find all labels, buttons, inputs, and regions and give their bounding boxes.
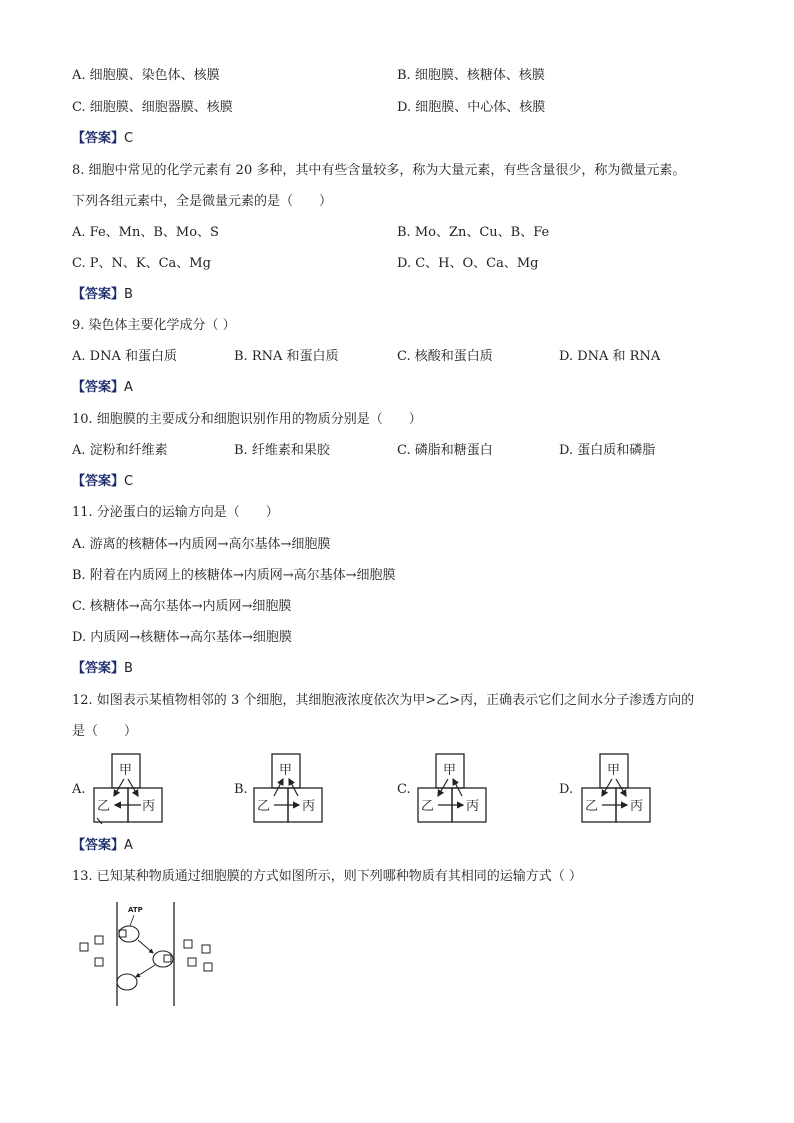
atp-label: ATP (128, 906, 143, 914)
answer-value: B (124, 661, 133, 676)
molecule (188, 958, 196, 966)
cell-left-label: 乙 (257, 799, 271, 814)
arrow-carrier-forward (138, 940, 153, 953)
q7-option-c: C. 细胞膜、细胞器膜、核膜 (72, 100, 233, 115)
cell-top-label: 甲 (279, 763, 293, 778)
molecule (204, 963, 212, 971)
cell-top-label: 甲 (607, 763, 621, 778)
carrier-middle (153, 951, 173, 967)
carrier-bottom (117, 974, 137, 990)
q10-answer (72, 474, 133, 490)
q11-answer (72, 661, 133, 677)
q12-option-label-c: C. (397, 782, 411, 797)
cell-top-label: 甲 (119, 763, 133, 778)
q12-option-label-a: A. (72, 782, 86, 797)
cell-left-label: 乙 (585, 799, 599, 814)
q7-option-d: D. 细胞膜、中心体、核膜 (397, 100, 546, 115)
cell-right-label: 丙 (630, 799, 644, 814)
carrier-top (119, 926, 139, 942)
molecule (95, 936, 103, 944)
q12-diagram-c (416, 752, 496, 826)
q9-option-b: B. RNA 和蛋白质 (234, 349, 339, 364)
q13-membrane-figure (76, 898, 216, 1008)
q12-option-label-d: D. (559, 782, 574, 797)
q11-option-c: C. 核糖体→高尔基体→内质网→细胞膜 (72, 599, 292, 614)
q10-option-a: A. 淀粉和纤维素 (72, 443, 168, 458)
answer-value: C (124, 474, 134, 489)
q9-stem: 9. 染色体主要化学成分（ ） (72, 318, 236, 333)
arrow-carrier-return (136, 965, 155, 977)
q12-diagram-b (252, 752, 332, 826)
q9-option-d: D. DNA 和 RNA (559, 349, 661, 364)
answer-value: B (124, 287, 133, 302)
q7-option-b: B. 细胞膜、核糖体、核膜 (397, 68, 545, 83)
q11-option-d: D. 内质网→核糖体→高尔基体→细胞膜 (72, 630, 292, 645)
q8-option-d: D. C、H、O、Ca、Mg (397, 256, 539, 271)
q12-stem-line1: 12. 如图表示某植物相邻的 3 个细胞，其细胞液浓度依次为甲>乙>丙，正确表示它们之间水分子渗透方向的 (72, 693, 695, 708)
q8-option-a: A. Fe、Mn、B、Mo、S (72, 225, 219, 240)
q12-option-label-b: B. (234, 782, 248, 797)
q9-answer (72, 380, 133, 396)
q12-stem-line2: 是（ ） (72, 724, 138, 739)
q13-stem: 13. 已知某种物质通过细胞膜的方式如图所示，则下列哪种物质有其相同的运输方式（ ） (72, 869, 582, 884)
answer-tag: 【答案】 (72, 661, 125, 676)
cell-right-label: 丙 (302, 799, 316, 814)
q8-answer (72, 287, 133, 303)
q12-answer (72, 838, 133, 854)
answer-value: A (124, 838, 133, 853)
answer-tag: 【答案】 (72, 838, 125, 853)
cell-left-label: 乙 (97, 799, 111, 814)
atp-pointer (130, 915, 134, 926)
molecule (95, 958, 103, 966)
q8-stem-line1: 8. 细胞中常见的化学元素有 20 多种，其中有些含量较多，称为大量元素，有些含量很少，称为微量元素。 (72, 163, 686, 178)
q8-option-b: B. Mo、Zn、Cu、B、Fe (397, 225, 550, 240)
q10-option-c: C. 磷脂和糖蛋白 (397, 443, 493, 458)
q9-option-c: C. 核酸和蛋白质 (397, 349, 493, 364)
q11-option-b: B. 附着在内质网上的核糖体→内质网→高尔基体→细胞膜 (72, 568, 396, 583)
answer-tag: 【答案】 (72, 287, 125, 302)
q10-option-d: D. 蛋白质和磷脂 (559, 443, 656, 458)
q8-stem-line2: 下列各组元素中，全是微量元素的是（ ） (72, 194, 333, 209)
q12-diagram-d (580, 752, 660, 826)
q8-option-c: C. P、N、K、Ca、Mg (72, 256, 211, 271)
q9-option-a: A. DNA 和蛋白质 (72, 349, 177, 364)
cell-right-label: 丙 (142, 799, 156, 814)
cell-right-label: 丙 (466, 799, 480, 814)
q10-option-b: B. 纤维素和果胶 (234, 443, 330, 458)
cell-top-label: 甲 (443, 763, 457, 778)
answer-tag: 【答案】 (72, 380, 125, 395)
q11-stem: 11. 分泌蛋白的运输方向是（ ） (72, 505, 279, 520)
cell-left-label: 乙 (421, 799, 435, 814)
molecule (80, 943, 88, 951)
q12-diagram-a (92, 752, 172, 826)
q7-option-a: A. 细胞膜、染色体、核膜 (72, 68, 220, 83)
molecule-released (164, 955, 171, 962)
q11-option-a: A. 游离的核糖体→内质网→高尔基体→细胞膜 (72, 537, 331, 552)
answer-value: A (124, 380, 133, 395)
scan-mark (97, 818, 102, 824)
molecule (184, 940, 192, 948)
molecule (202, 945, 210, 953)
q10-stem: 10. 细胞膜的主要成分和细胞识别作用的物质分别是（ ） (72, 412, 422, 427)
answer-value: C (124, 131, 134, 146)
answer-tag: 【答案】 (72, 131, 125, 146)
answer-tag: 【答案】 (72, 474, 125, 489)
q7-answer (72, 131, 133, 147)
